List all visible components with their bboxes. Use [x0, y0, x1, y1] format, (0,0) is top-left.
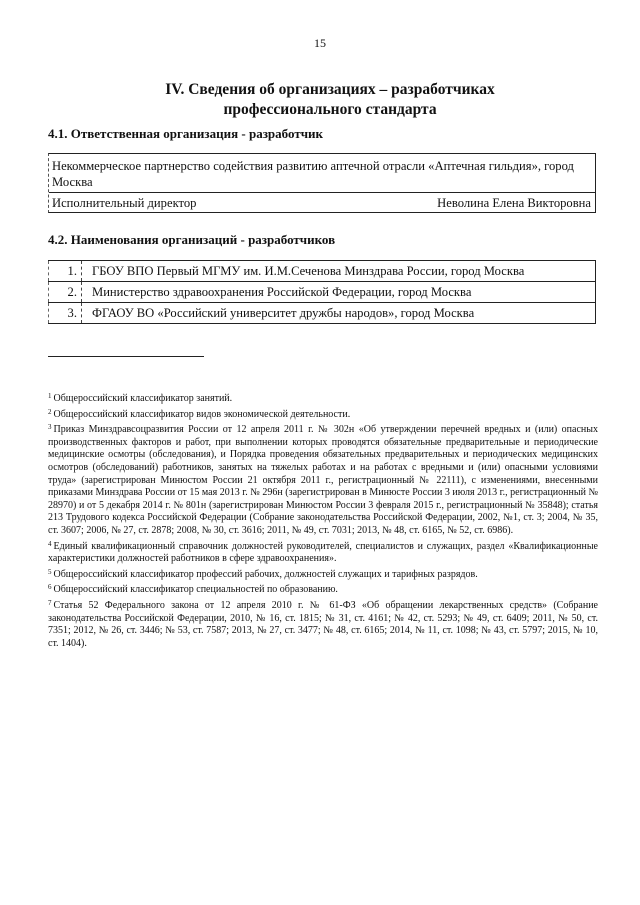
table-divider [49, 192, 595, 193]
section-title-line-1: IV. Сведения об организациях – разработчиках [165, 81, 495, 98]
footnote-mark: 1 [48, 392, 52, 400]
footnote-mark: 6 [48, 583, 52, 592]
footnote-text: Общероссийский классификатор видов экономической деятельности. [53, 408, 351, 420]
row-number: 3. [49, 303, 82, 324]
footnote-separator [48, 356, 204, 357]
footnote-text: Общероссийский классификатор специальностей по образованию. [53, 584, 338, 596]
footnote-mark: 3 [48, 423, 52, 432]
responsible-person: Неволина Елена Викторовна [437, 196, 591, 210]
footnote [48, 406, 598, 422]
footnote-text: Общероссийский классификатор занятий. [53, 393, 233, 404]
responsible-org-heading: 4.1. Ответственная организация - разработчик [48, 126, 324, 141]
table-row [49, 261, 596, 282]
footnote-mark: 2 [48, 407, 52, 416]
developer-orgs-table [48, 260, 596, 324]
footnote-mark: 4 [48, 539, 52, 548]
footnote [48, 390, 598, 406]
org-name-cell: ФГАОУ ВО «Российский университет дружбы народов», город Москва [82, 303, 596, 324]
footnote-text: Единый квалификационный справочник должностей руководителей, специалистов и служащих, раздел «Квалификационные характеристики должностей работников в сфере здравоохранения». [48, 540, 598, 565]
footnote [48, 597, 598, 650]
footnote [48, 421, 598, 537]
footnote [48, 538, 598, 566]
footnote-text: Общероссийский классификатор профессий рабочих, должностей служащих и тарифных разрядов. [53, 568, 478, 580]
footnote-text: Приказ Минздравсоцразвития России от 12 апреля 2011 г. № 302н «Об утверждении перечней вредных и (или) опасных производственных факторов и работ, при выполнении которых проводятся обязательные предварительные и периодические медицинские осмотры (обследования), и Порядка проведения обязательных предварительных и периодических медицинских осмотров (обследований) работников, занятых на тяжелых работах и на работах с вредными и (или) опасными условиями труда» (зарегистрирован Минюстом России 21 октября 2011 г., регистрационный № 22111), с изменениями, внесенными приказами Минздрава России от 15 мая 2013 г. № 296н (зарегистрирован в Минюсте России 3 июля 2013 г., регистрационный № 28970) и от 5 декабря 2014 г. № 801н (зарегистрирован Минюстом России 3 февраля 2015 г., регистрационный № 35848); статья 213 Трудового кодекса Российской Федерации (Собрание законодательства Российской Федерации, 2002, №1, ст. 3; 2004, № 35, ст. 3607; 2006, № 27, ст. 2878; 2008, № 30, ст. 3616; 2011, № 49, ст. 7031; 2013, № 48, ст. 6165, № 52, ст. 6986). [48, 424, 598, 536]
footnote [48, 566, 598, 582]
footnote [48, 581, 598, 597]
section-title-line-2: профессионального стандарта [223, 101, 437, 118]
developer-orgs-heading: 4.2. Наименования организаций - разработчиков [48, 232, 336, 247]
footnotes [48, 390, 598, 650]
responsible-org-name: Некоммерческое партнерство содействия развитию аптечной отрасли «Аптечная гильдия», город Москва [52, 159, 574, 189]
page-number: 15 [314, 36, 326, 50]
footnote-text: Статья 52 Федерального закона от 12 апреля 2010 г. № 61-ФЗ «Об обращении лекарственных средств» (Собрание законодательства Российской Федерации, 2010, № 16, ст. 1815; № 31, ст. 4161; № 42, ст. 5293; № 49, ст. 6409; 2011, № 50, ст. 7351; 2012, № 26, ст. 3446; № 53, ст. 7587; 2013, № 27, ст. 3477; № 48, ст. 6165; 2014, № 11, ст. 1098; № 43, ст. 5797; 2015, № 10, ст. 1404). [48, 599, 598, 649]
org-name-cell: ГБОУ ВПО Первый МГМУ им. И.М.Сеченова Минздрава России, город Москва [82, 261, 596, 282]
row-number: 2. [49, 282, 82, 303]
responsible-org-table [48, 153, 596, 213]
table-row [49, 282, 596, 303]
responsible-role: Исполнительный директор [52, 196, 197, 210]
table-row [49, 303, 596, 324]
footnote-mark: 7 [48, 598, 52, 607]
section-title [60, 80, 600, 120]
org-name-cell: Министерство здравоохранения Российской Федерации, город Москва [82, 282, 596, 303]
row-number: 1. [49, 261, 82, 282]
footnote-mark: 5 [48, 567, 52, 576]
